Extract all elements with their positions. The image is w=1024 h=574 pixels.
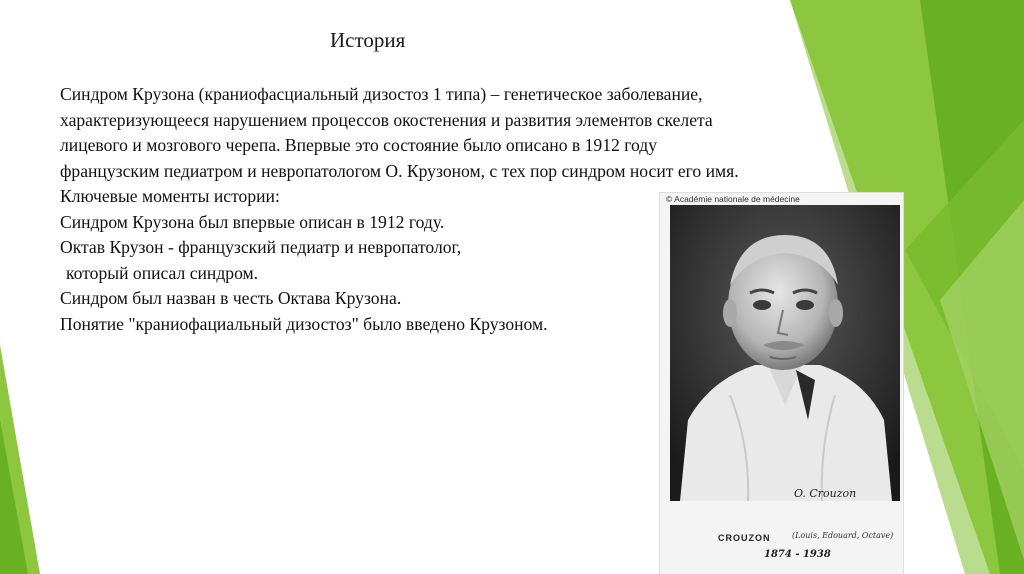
signature: O. Crouzon	[794, 487, 857, 500]
body-line: лицевого и мозгового черепа. Впервые это состояние было описано в 1912 году	[60, 135, 658, 155]
body-line: Понятие "краниофациальный дизостоз" было введено Крузоном.	[60, 313, 548, 334]
body-line: Октав Крузон - французский педиатр и невропатолог,	[60, 237, 462, 257]
body-line: характеризующееся нарушением процессов окостенения и развития элементов скелета	[60, 109, 713, 130]
crouzon-photo	[660, 193, 903, 574]
photo-given-names: (Louis, Edouard, Octave)	[792, 531, 894, 540]
body-line: Синдром Крузона (краниофасциальный дизостоз 1 типа) – генетическое заболевание,	[60, 84, 703, 104]
body-line: Ключевые моменты истории:	[60, 186, 280, 206]
body-line: Синдром был назван в честь Октава Крузона.	[60, 288, 402, 308]
body-line: Синдром Крузона был впервые описан в 1912 году.	[60, 211, 445, 232]
body-line: французским педиатром и невропатологом О. Крузоном, с тех пор синдром носит его имя.	[60, 160, 739, 181]
photo-years: 1874 - 1938	[764, 549, 831, 560]
photo-name: CROUZON	[718, 533, 771, 543]
portrait-image	[670, 205, 900, 501]
photo-credit: © Académie nationale de médecine	[666, 194, 800, 204]
slide-title: История	[330, 28, 406, 52]
body-line: который описал синдром.	[66, 262, 259, 283]
